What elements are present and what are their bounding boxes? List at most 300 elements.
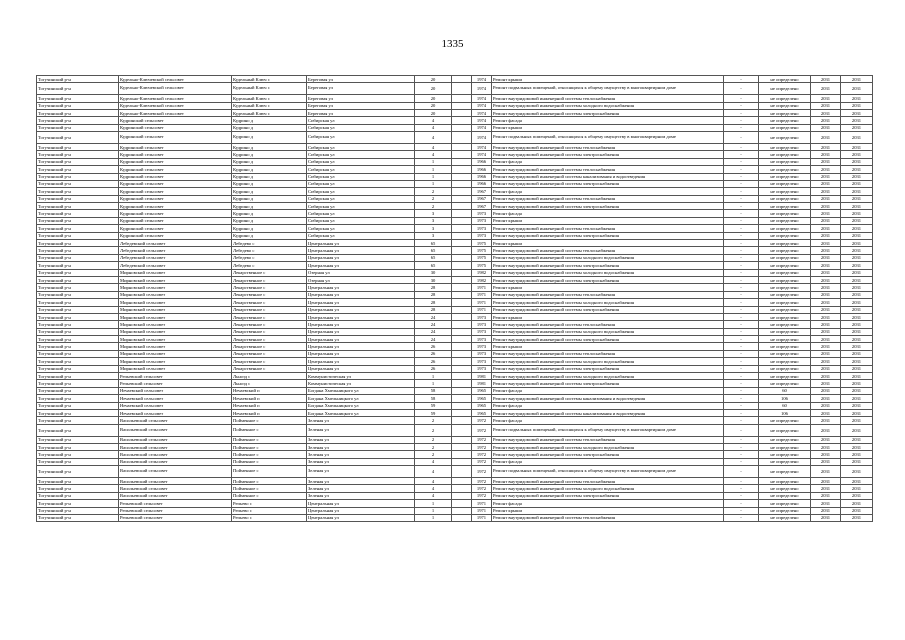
table-row — [37, 269, 873, 276]
cell-plan-end: 2031 — [841, 143, 873, 150]
cell-plan-end: 2031 — [841, 188, 873, 195]
cell-district: Тогучинский р-н — [37, 458, 119, 465]
cell-plan-end: 2031 — [841, 321, 873, 328]
cell-building — [452, 507, 472, 514]
cell-street: Центральная ул — [307, 350, 415, 357]
cell-locality: Кудрино д — [232, 158, 307, 165]
cell-plan-end: 2031 — [841, 83, 873, 95]
cell-locality: Кудрино д — [232, 180, 307, 187]
cell-settlement-council: Кудринский сельсовет — [119, 225, 232, 232]
cell-building — [452, 195, 472, 202]
cell-plan-start: 2031 — [811, 299, 841, 306]
cell-street: Зеленая ул — [307, 458, 415, 465]
cell-area: - — [724, 102, 759, 109]
cell-plan-end: 2031 — [841, 195, 873, 202]
cell-work-type: Ремонт внутридомовой инженерной системы теплоснабжения — [492, 225, 724, 232]
cell-street: Центральная ул — [307, 336, 415, 343]
cell-building — [452, 350, 472, 357]
cell-building — [452, 217, 472, 224]
cell-district: Тогучинский р-н — [37, 358, 119, 365]
cell-building — [452, 83, 472, 95]
cell-district: Тогучинский р-н — [37, 240, 119, 247]
cell-settlement-council: Кудринский сельсовет — [119, 117, 232, 124]
cell-area: - — [724, 151, 759, 158]
cell-settlement-council: Мирновский сельсовет — [119, 328, 232, 335]
cell-district: Тогучинский р-н — [37, 336, 119, 343]
cell-settlement-council: Репьевский сельсовет — [119, 380, 232, 387]
cell-plan-end: 2031 — [841, 158, 873, 165]
cell-district: Тогучинский р-н — [37, 514, 119, 521]
cell-street: Центральная ул — [307, 247, 415, 254]
cell-settlement-council: Кудринский сельсовет — [119, 232, 232, 239]
cell-area: - — [724, 210, 759, 217]
cell-settlement-council: Мирновский сельсовет — [119, 358, 232, 365]
cell-house-number: 65 — [415, 262, 452, 269]
cell-plan-start: 2031 — [811, 485, 841, 492]
cell-building — [452, 410, 472, 417]
cell-area: - — [724, 365, 759, 372]
cell-area: - — [724, 76, 759, 83]
cell-district: Тогучинский р-н — [37, 443, 119, 450]
cell-house-number: 4 — [415, 151, 452, 158]
cell-plan-start: 2031 — [811, 247, 841, 254]
cell-district: Тогучинский р-н — [37, 102, 119, 109]
cell-settlement-council: Нечаевский сельсовет — [119, 395, 232, 402]
cell-area: - — [724, 507, 759, 514]
table-row — [37, 102, 873, 109]
cell-street: Центральная ул — [307, 262, 415, 269]
cell-building — [452, 417, 472, 424]
cell-street: Богдана Хмельницкого ул — [307, 402, 415, 409]
cell-district: Тогучинский р-н — [37, 203, 119, 210]
cell-cost: не определено — [759, 83, 811, 95]
cell-cost: 60 — [759, 387, 811, 394]
cell-cost: не определено — [759, 291, 811, 298]
cell-locality: Кудрино д — [232, 173, 307, 180]
cell-plan-start: 2031 — [811, 373, 841, 380]
cell-settlement-council: Васильевский сельсовет — [119, 417, 232, 424]
cell-settlement-council: Нечаевский сельсовет — [119, 402, 232, 409]
cell-plan-start: 2031 — [811, 313, 841, 320]
cell-settlement-council: Кудринский сельсовет — [119, 210, 232, 217]
cell-settlement-council: Кудринский сельсовет — [119, 188, 232, 195]
cell-cost: не определено — [759, 458, 811, 465]
table-row — [37, 424, 873, 436]
cell-locality: Лекарственное с — [232, 358, 307, 365]
cell-district: Тогучинский р-н — [37, 402, 119, 409]
cell-build-year: 1973 — [472, 365, 492, 372]
cell-street: Береговая ул — [307, 76, 415, 83]
cell-street: Центральная ул — [307, 343, 415, 350]
cell-plan-start: 2031 — [811, 291, 841, 298]
cell-settlement-council: Васильевский сельсовет — [119, 458, 232, 465]
cell-area: - — [724, 350, 759, 357]
cell-street: Зеленая ул — [307, 492, 415, 499]
cell-cost: не определено — [759, 132, 811, 144]
cell-settlement-council: Лебедевский сельсовет — [119, 240, 232, 247]
cell-plan-start: 2031 — [811, 387, 841, 394]
cell-work-type: Ремонт внутридомовой инженерной системы канализования и водоотведения — [492, 410, 724, 417]
cell-build-year: 1982 — [472, 276, 492, 283]
cell-house-number: 1 — [415, 507, 452, 514]
cell-settlement-council: Кудельно-Ключевской сельсовет — [119, 102, 232, 109]
cell-locality: Кудельный Ключ с — [232, 76, 307, 83]
cell-build-year: 1981 — [472, 373, 492, 380]
cell-work-type: Ремонт фасада — [492, 458, 724, 465]
cell-plan-start: 2031 — [811, 365, 841, 372]
cell-cost: не определено — [759, 173, 811, 180]
cell-settlement-council: Кудринский сельсовет — [119, 132, 232, 144]
cell-locality: Кудрино д — [232, 203, 307, 210]
cell-plan-start: 2031 — [811, 306, 841, 313]
cell-building — [452, 180, 472, 187]
cell-work-type: Ремонт фасада — [492, 117, 724, 124]
table-row — [37, 276, 873, 283]
cell-building — [452, 151, 472, 158]
table-row — [37, 507, 873, 514]
cell-building — [452, 380, 472, 387]
cell-settlement-council: Мирновский сельсовет — [119, 284, 232, 291]
cell-district: Тогучинский р-н — [37, 291, 119, 298]
cell-work-type: Ремонт внутридомовой инженерной системы электроснабжения — [492, 262, 724, 269]
cell-cost: не определено — [759, 284, 811, 291]
table-row — [37, 451, 873, 458]
cell-plan-start: 2031 — [811, 343, 841, 350]
cell-area: - — [724, 173, 759, 180]
table-row — [37, 225, 873, 232]
cell-plan-end: 2031 — [841, 313, 873, 320]
cell-street: Центральная ул — [307, 358, 415, 365]
cell-cost: не определено — [759, 247, 811, 254]
cell-settlement-council: Кудельно-Ключевской сельсовет — [119, 76, 232, 83]
cell-district: Тогучинский р-н — [37, 500, 119, 507]
cell-work-type: Ремонт фасада — [492, 417, 724, 424]
cell-build-year: 1975 — [472, 262, 492, 269]
cell-plan-end: 2031 — [841, 358, 873, 365]
cell-locality: Кудрино д — [232, 124, 307, 131]
cell-plan-start: 2031 — [811, 210, 841, 217]
table-row — [37, 240, 873, 247]
cell-locality: Лекарственное с — [232, 350, 307, 357]
table-row — [37, 443, 873, 450]
cell-street: Зеленая ул — [307, 451, 415, 458]
cell-plan-end: 2031 — [841, 284, 873, 291]
cell-settlement-council: Мирновский сельсовет — [119, 299, 232, 306]
cell-building — [452, 365, 472, 372]
cell-area: - — [724, 269, 759, 276]
cell-plan-start: 2031 — [811, 284, 841, 291]
cell-build-year: 1974 — [472, 117, 492, 124]
cell-house-number: 4 — [415, 477, 452, 484]
cell-work-type: Ремонт крыши — [492, 284, 724, 291]
cell-area: - — [724, 306, 759, 313]
cell-locality: Кудрино д — [232, 132, 307, 144]
cell-plan-end: 2031 — [841, 247, 873, 254]
cell-house-number: 4 — [415, 124, 452, 131]
cell-settlement-council: Репьевский сельсовет — [119, 514, 232, 521]
cell-plan-start: 2031 — [811, 109, 841, 116]
cell-cost: не определено — [759, 232, 811, 239]
cell-work-type: Ремонт крыши — [492, 240, 724, 247]
cell-locality: Нечаевский п — [232, 410, 307, 417]
cell-build-year: 1973 — [472, 328, 492, 335]
cell-locality: Пойменное с — [232, 492, 307, 499]
cell-work-type: Ремонт внутридомовой инженерной системы электроснабжения — [492, 203, 724, 210]
cell-building — [452, 313, 472, 320]
cell-district: Тогучинский р-н — [37, 124, 119, 131]
table-row — [37, 188, 873, 195]
cell-house-number: 4 — [415, 458, 452, 465]
cell-build-year: 1974 — [472, 143, 492, 150]
cell-build-year: 1971 — [472, 500, 492, 507]
cell-street: Богдана Хмельницкого ул — [307, 410, 415, 417]
cell-building — [452, 240, 472, 247]
cell-locality: Кудрино д — [232, 151, 307, 158]
cell-plan-start: 2031 — [811, 76, 841, 83]
cell-street: Береговая ул — [307, 102, 415, 109]
cell-plan-end: 2031 — [841, 350, 873, 357]
cell-street: Сибирская ул — [307, 225, 415, 232]
cell-building — [452, 343, 472, 350]
cell-locality: Репьево с — [232, 514, 307, 521]
cell-settlement-council: Репьевский сельсовет — [119, 507, 232, 514]
table-row — [37, 180, 873, 187]
cell-house-number: 20 — [415, 83, 452, 95]
cell-plan-end: 2031 — [841, 343, 873, 350]
cell-plan-start: 2031 — [811, 151, 841, 158]
cell-street: Береговая ул — [307, 109, 415, 116]
cell-locality: Кудрино д — [232, 210, 307, 217]
cell-house-number: 2 — [415, 195, 452, 202]
cell-house-number: 4 — [415, 117, 452, 124]
cell-settlement-council: Васильевский сельсовет — [119, 424, 232, 436]
cell-house-number: 4 — [415, 485, 452, 492]
cell-cost: не определено — [759, 451, 811, 458]
cell-street: Сибирская ул — [307, 173, 415, 180]
cell-building — [452, 117, 472, 124]
cell-settlement-council: Кудринский сельсовет — [119, 143, 232, 150]
cell-area: - — [724, 492, 759, 499]
cell-plan-start: 2031 — [811, 458, 841, 465]
cell-plan-start: 2031 — [811, 95, 841, 102]
table-row — [37, 402, 873, 409]
cell-district: Тогучинский р-н — [37, 492, 119, 499]
cell-build-year: 1974 — [472, 83, 492, 95]
cell-district: Тогучинский р-н — [37, 373, 119, 380]
cell-building — [452, 485, 472, 492]
cell-plan-start: 2031 — [811, 254, 841, 261]
cell-build-year: 1974 — [472, 95, 492, 102]
cell-work-type: Ремонт фасада — [492, 158, 724, 165]
cell-locality: Льнозд с — [232, 373, 307, 380]
cell-build-year: 1966 — [472, 166, 492, 173]
cell-house-number: 65 — [415, 254, 452, 261]
cell-plan-start: 2031 — [811, 443, 841, 450]
cell-cost: не определено — [759, 225, 811, 232]
cell-street: Сибирская ул — [307, 210, 415, 217]
cell-area: - — [724, 328, 759, 335]
cell-street: Сибирская ул — [307, 195, 415, 202]
cell-cost: не определено — [759, 443, 811, 450]
cell-work-type: Ремонт внутридомовой инженерной системы теплоснабжения — [492, 350, 724, 357]
cell-cost: 106 — [759, 395, 811, 402]
cell-work-type: Ремонт внутридомовой инженерной системы электроснабжения — [492, 151, 724, 158]
cell-build-year: 1973 — [472, 210, 492, 217]
cell-street: Центральная ул — [307, 313, 415, 320]
cell-street: Центральная ул — [307, 500, 415, 507]
cell-locality: Пойменное с — [232, 424, 307, 436]
cell-area: - — [724, 477, 759, 484]
cell-plan-end: 2031 — [841, 365, 873, 372]
cell-plan-end: 2031 — [841, 380, 873, 387]
cell-plan-end: 2031 — [841, 203, 873, 210]
cell-district: Тогучинский р-н — [37, 410, 119, 417]
cell-house-number: 3 — [415, 210, 452, 217]
cell-build-year: 1971 — [472, 306, 492, 313]
cell-house-number: 1 — [415, 173, 452, 180]
cell-work-type: Ремонт внутридомовой инженерной системы теплоснабжения — [492, 143, 724, 150]
table-row — [37, 254, 873, 261]
cell-district: Тогучинский р-н — [37, 158, 119, 165]
cell-house-number: 1 — [415, 373, 452, 380]
cell-district: Тогучинский р-н — [37, 276, 119, 283]
cell-area: - — [724, 402, 759, 409]
cell-build-year: 1973 — [472, 358, 492, 365]
cell-cost: не определено — [759, 373, 811, 380]
cell-house-number: 24 — [415, 313, 452, 320]
cell-district: Тогучинский р-н — [37, 143, 119, 150]
cell-house-number: 58 — [415, 387, 452, 394]
cell-build-year: 1967 — [472, 195, 492, 202]
cell-cost: не определено — [759, 321, 811, 328]
table-row — [37, 143, 873, 150]
table-row — [37, 291, 873, 298]
cell-build-year: 1972 — [472, 485, 492, 492]
cell-area: - — [724, 395, 759, 402]
cell-build-year: 1973 — [472, 217, 492, 224]
cell-locality: Лекарственное с — [232, 284, 307, 291]
cell-area: - — [724, 485, 759, 492]
cell-street: Коммунистическая ул — [307, 380, 415, 387]
table-row — [37, 380, 873, 387]
cell-settlement-council: Васильевский сельсовет — [119, 466, 232, 478]
cell-building — [452, 466, 472, 478]
cell-cost: не определено — [759, 313, 811, 320]
cell-plan-end: 2031 — [841, 424, 873, 436]
table-row — [37, 262, 873, 269]
cell-locality: Кудельный Ключ с — [232, 109, 307, 116]
cell-plan-start: 2031 — [811, 336, 841, 343]
cell-build-year: 1973 — [472, 225, 492, 232]
cell-plan-start: 2031 — [811, 262, 841, 269]
cell-street: Зеленая ул — [307, 436, 415, 443]
cell-plan-end: 2031 — [841, 507, 873, 514]
cell-street: Береговая ул — [307, 83, 415, 95]
cell-build-year: 1971 — [472, 291, 492, 298]
cell-work-type: Ремонт подвальных помещений, относящихся к общему имуществу в многоквартирном доме — [492, 132, 724, 144]
cell-cost: не определено — [759, 195, 811, 202]
cell-locality: Пойменное с — [232, 458, 307, 465]
table-row — [37, 83, 873, 95]
cell-plan-start: 2031 — [811, 240, 841, 247]
cell-district: Тогучинский р-н — [37, 424, 119, 436]
cell-work-type: Ремонт подвальных помещений, относящихся к общему имуществу в многоквартирном доме — [492, 83, 724, 95]
cell-locality: Кудрино д — [232, 195, 307, 202]
cell-area: - — [724, 358, 759, 365]
cell-work-type: Ремонт фасада — [492, 210, 724, 217]
cell-building — [452, 424, 472, 436]
cell-work-type: Ремонт внутридомовой инженерной системы теплоснабжения — [492, 195, 724, 202]
cell-building — [452, 328, 472, 335]
cell-plan-start: 2031 — [811, 507, 841, 514]
cell-building — [452, 262, 472, 269]
cell-plan-end: 2031 — [841, 443, 873, 450]
cell-plan-end: 2031 — [841, 262, 873, 269]
cell-work-type: Ремонт внутридомовой инженерной системы теплоснабжения — [492, 95, 724, 102]
cell-build-year: 1965 — [472, 402, 492, 409]
cell-plan-end: 2031 — [841, 117, 873, 124]
cell-work-type: Ремонт внутридомовой инженерной системы электроснабжения — [492, 232, 724, 239]
cell-house-number: 3 — [415, 232, 452, 239]
cell-settlement-council: Мирновский сельсовет — [119, 343, 232, 350]
cell-district: Тогучинский р-н — [37, 485, 119, 492]
cell-cost: не определено — [759, 76, 811, 83]
cell-settlement-council: Кудринский сельсовет — [119, 151, 232, 158]
cell-area: - — [724, 336, 759, 343]
cell-work-type: Ремонт крыши — [492, 343, 724, 350]
cell-building — [452, 443, 472, 450]
cell-house-number: 58 — [415, 395, 452, 402]
cell-area: - — [724, 276, 759, 283]
cell-settlement-council: Мирновский сельсовет — [119, 291, 232, 298]
cell-district: Тогучинский р-н — [37, 328, 119, 335]
cell-district: Тогучинский р-н — [37, 436, 119, 443]
cell-street: Сибирская ул — [307, 158, 415, 165]
cell-building — [452, 458, 472, 465]
cell-district: Тогучинский р-н — [37, 166, 119, 173]
cell-build-year: 1967 — [472, 203, 492, 210]
cell-building — [452, 158, 472, 165]
cell-area: - — [724, 254, 759, 261]
cell-locality: Пойменное с — [232, 443, 307, 450]
cell-house-number: 20 — [415, 102, 452, 109]
cell-plan-start: 2031 — [811, 83, 841, 95]
cell-locality: Кудрино д — [232, 117, 307, 124]
cell-settlement-council: Васильевский сельсовет — [119, 477, 232, 484]
cell-district: Тогучинский р-н — [37, 343, 119, 350]
table-row — [37, 500, 873, 507]
cell-street: Центральная ул — [307, 291, 415, 298]
cell-plan-end: 2031 — [841, 466, 873, 478]
cell-house-number: 1 — [415, 180, 452, 187]
cell-district: Тогучинский р-н — [37, 225, 119, 232]
cell-locality: Пойменное с — [232, 417, 307, 424]
cell-plan-start: 2031 — [811, 514, 841, 521]
cell-cost: не определено — [759, 380, 811, 387]
cell-area: - — [724, 417, 759, 424]
cell-area: - — [724, 299, 759, 306]
cell-settlement-council: Мирновский сельсовет — [119, 350, 232, 357]
cell-area: - — [724, 514, 759, 521]
cell-settlement-council: Кудринский сельсовет — [119, 158, 232, 165]
cell-locality: Пойменное с — [232, 466, 307, 478]
cell-build-year: 1982 — [472, 269, 492, 276]
cell-house-number: 2 — [415, 417, 452, 424]
cell-locality: Лебедево с — [232, 254, 307, 261]
cell-build-year: 1972 — [472, 424, 492, 436]
cell-area: - — [724, 291, 759, 298]
cell-plan-end: 2031 — [841, 306, 873, 313]
